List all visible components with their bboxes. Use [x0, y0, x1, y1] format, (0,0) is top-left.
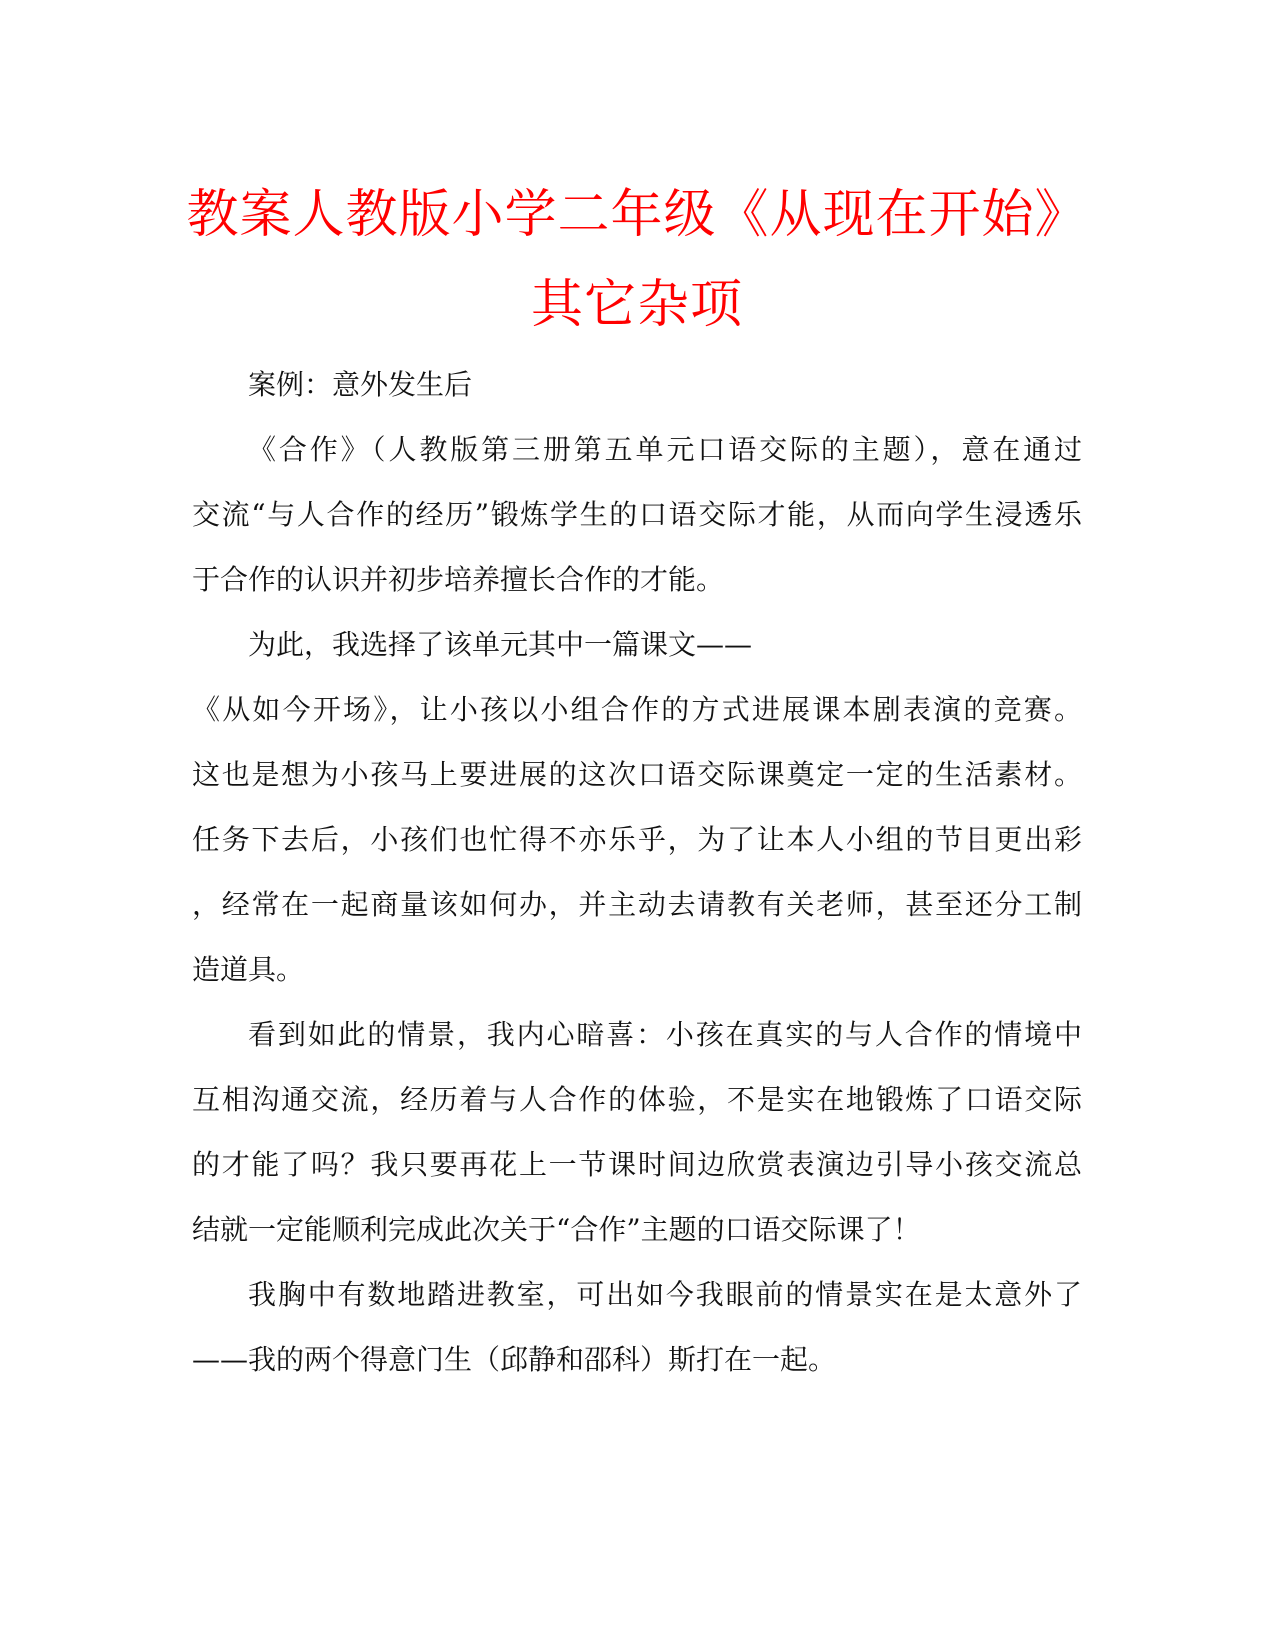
paragraph-line: 《合作》（人教版第三册第五单元口语交际的主题），意在通过	[248, 433, 1082, 466]
paragraph-line: 看到如此的情景，我内心暗喜：小孩在真实的与人合作的情境中	[248, 1018, 1082, 1051]
paragraph-line: 结就一定能顺利完成此次关于“合作”主题的口语交际课了！	[192, 1213, 921, 1246]
case-heading-line: 案例：意外发生后	[248, 368, 473, 401]
paragraph-line: 为此，我选择了该单元其中一篇课文——	[248, 628, 753, 661]
paragraph-line: 《从如今开场》，让小孩以小组合作的方式进展课本剧表演的竞赛。	[192, 693, 1082, 726]
paragraph-line: 交流“与人合作的经历”锻炼学生的口语交际才能，从而向学生浸透乐	[192, 498, 1082, 531]
paragraph-line: 我胸中有数地踏进教室，可出如今我眼前的情景实在是太意外了	[248, 1278, 1082, 1311]
document-body	[192, 352, 1082, 1392]
paragraph-line: ，经常在一起商量该如何办，并主动去请教有关老师，甚至还分工制	[192, 888, 1082, 921]
paragraph-line: 互相沟通交流，经历着与人合作的体验，不是实在地锻炼了口语交际	[192, 1083, 1082, 1116]
document-title: 教案人教版小学二年级《从现在开始》其它杂项	[186, 185, 1088, 335]
paragraph-line: 这也是想为小孩马上要进展的这次口语交际课奠定一定的生活素材。	[192, 758, 1082, 791]
paragraph-line: 的才能了吗？我只要再花上一节课时间边欣赏表演边引导小孩交流总	[192, 1148, 1082, 1181]
paragraph-line: 任务下去后，小孩们也忙得不亦乐乎，为了让本人小组的节目更出彩	[192, 823, 1082, 856]
paragraph-line: 造道具。	[192, 953, 305, 986]
paragraph-line: 于合作的认识并初步培养擅长合作的才能。	[192, 563, 725, 596]
paragraph-line: ——我的两个得意门生（邱静和邵科）斯打在一起。	[192, 1343, 837, 1376]
